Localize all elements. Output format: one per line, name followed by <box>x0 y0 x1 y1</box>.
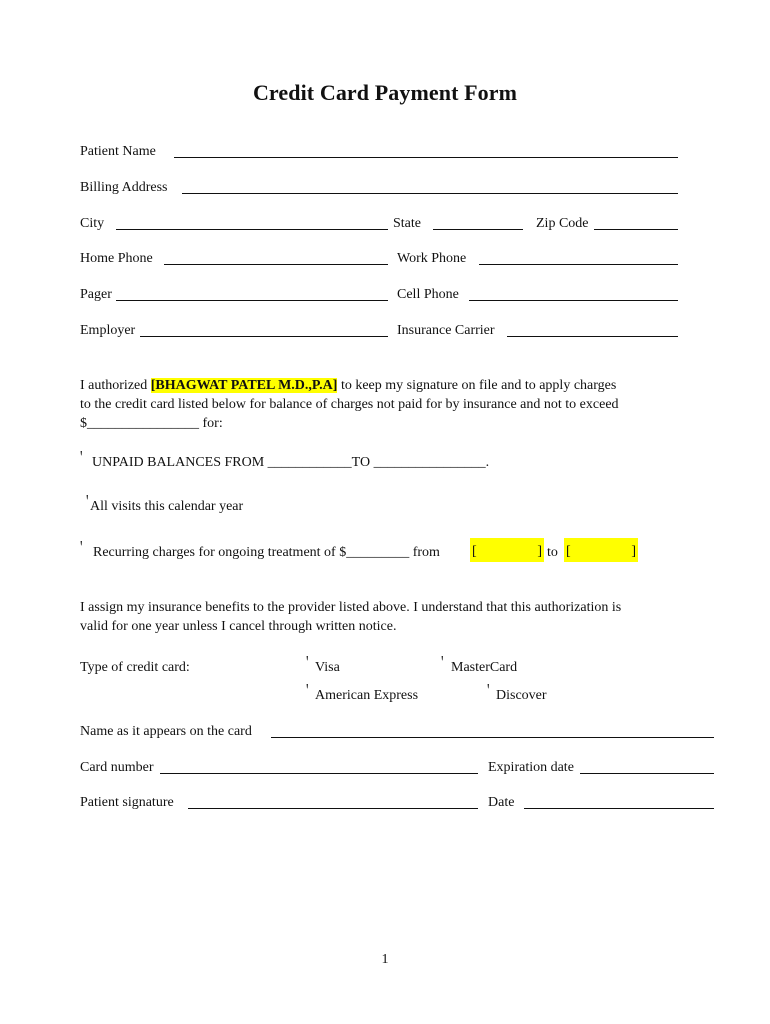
state-field[interactable] <box>433 229 523 230</box>
expiration-date-label: Expiration date <box>488 760 574 775</box>
visa-label: Visa <box>315 660 340 675</box>
recurring-to-label: to <box>547 545 558 560</box>
work-phone-label: Work Phone <box>397 251 467 266</box>
recurring-from-date-field[interactable]: [ ] <box>470 538 544 562</box>
cell-phone-label: Cell Phone <box>397 287 459 302</box>
visa-checkbox[interactable]: ꞌ <box>306 654 309 669</box>
authorization-line-1: I authorized [BHAGWAT PATEL M.D.,P.A] to keep my signature on file and to apply charges <box>80 378 617 393</box>
name-on-card-field[interactable] <box>271 737 714 738</box>
patient-name-label: Patient Name <box>80 144 156 159</box>
zip-code-label: Zip Code <box>536 216 589 231</box>
authorization-paragraph <box>80 376 619 433</box>
assignment-paragraph <box>80 598 621 636</box>
pager-field[interactable] <box>116 300 388 301</box>
unpaid-balances-checkbox[interactable]: ꞌ <box>80 449 83 464</box>
date-label: Date <box>488 795 515 810</box>
authorization-line-3: $________________ for: <box>80 416 223 431</box>
insurance-carrier-field[interactable] <box>507 336 678 337</box>
billing-address-field[interactable] <box>182 193 678 194</box>
amex-checkbox[interactable]: ꞌ <box>306 682 309 697</box>
discover-label: Discover <box>496 688 547 703</box>
home-phone-field[interactable] <box>164 264 388 265</box>
home-phone-label: Home Phone <box>80 251 153 266</box>
card-number-field[interactable] <box>160 773 478 774</box>
insurance-carrier-label: Insurance Carrier <box>397 323 495 338</box>
mastercard-label: MasterCard <box>451 660 518 675</box>
state-label: State <box>393 216 421 231</box>
mastercard-checkbox[interactable]: ꞌ <box>441 654 444 669</box>
zip-code-field[interactable] <box>594 229 678 230</box>
provider-name-highlight: [BHAGWAT PATEL M.D.,P.A] <box>150 378 338 393</box>
pager-label: Pager <box>80 287 112 302</box>
recurring-to-date-field[interactable]: [ ] <box>564 538 638 562</box>
all-visits-checkbox[interactable]: ꞌ <box>86 493 89 508</box>
patient-signature-field[interactable] <box>188 808 478 809</box>
recurring-charges-checkbox[interactable]: ꞌ <box>80 539 83 554</box>
authorization-line-2: to the credit card listed below for balance of charges not paid for by insurance and not to exceed <box>80 397 619 412</box>
expiration-date-field[interactable] <box>580 773 714 774</box>
name-on-card-label: Name as it appears on the card <box>80 724 252 739</box>
assignment-line-2: valid for one year unless I cancel through written notice. <box>80 619 397 634</box>
date-field[interactable] <box>524 808 714 809</box>
billing-address-label: Billing Address <box>80 180 168 195</box>
page-number: 1 <box>381 952 389 967</box>
work-phone-field[interactable] <box>479 264 678 265</box>
employer-field[interactable] <box>140 336 388 337</box>
patient-name-field[interactable] <box>174 157 678 158</box>
page-title: Credit Card Payment Form <box>252 80 518 105</box>
card-type-label: Type of credit card: <box>80 660 190 675</box>
patient-signature-label: Patient signature <box>80 795 174 810</box>
city-label: City <box>80 216 105 231</box>
cell-phone-field[interactable] <box>469 300 678 301</box>
card-number-label: Card number <box>80 760 154 775</box>
assignment-line-1: I assign my insurance benefits to the provider listed above. I understand that this authorization is <box>80 600 622 615</box>
amex-label: American Express <box>315 688 419 703</box>
city-field[interactable] <box>116 229 388 230</box>
employer-label: Employer <box>80 323 136 338</box>
all-visits-label: All visits this calendar year <box>90 499 244 514</box>
unpaid-balances-label: UNPAID BALANCES FROM ____________TO ________________. <box>92 455 490 470</box>
discover-checkbox[interactable]: ꞌ <box>487 682 490 697</box>
recurring-charges-label: Recurring charges for ongoing treatment of $_________ from <box>93 545 440 560</box>
